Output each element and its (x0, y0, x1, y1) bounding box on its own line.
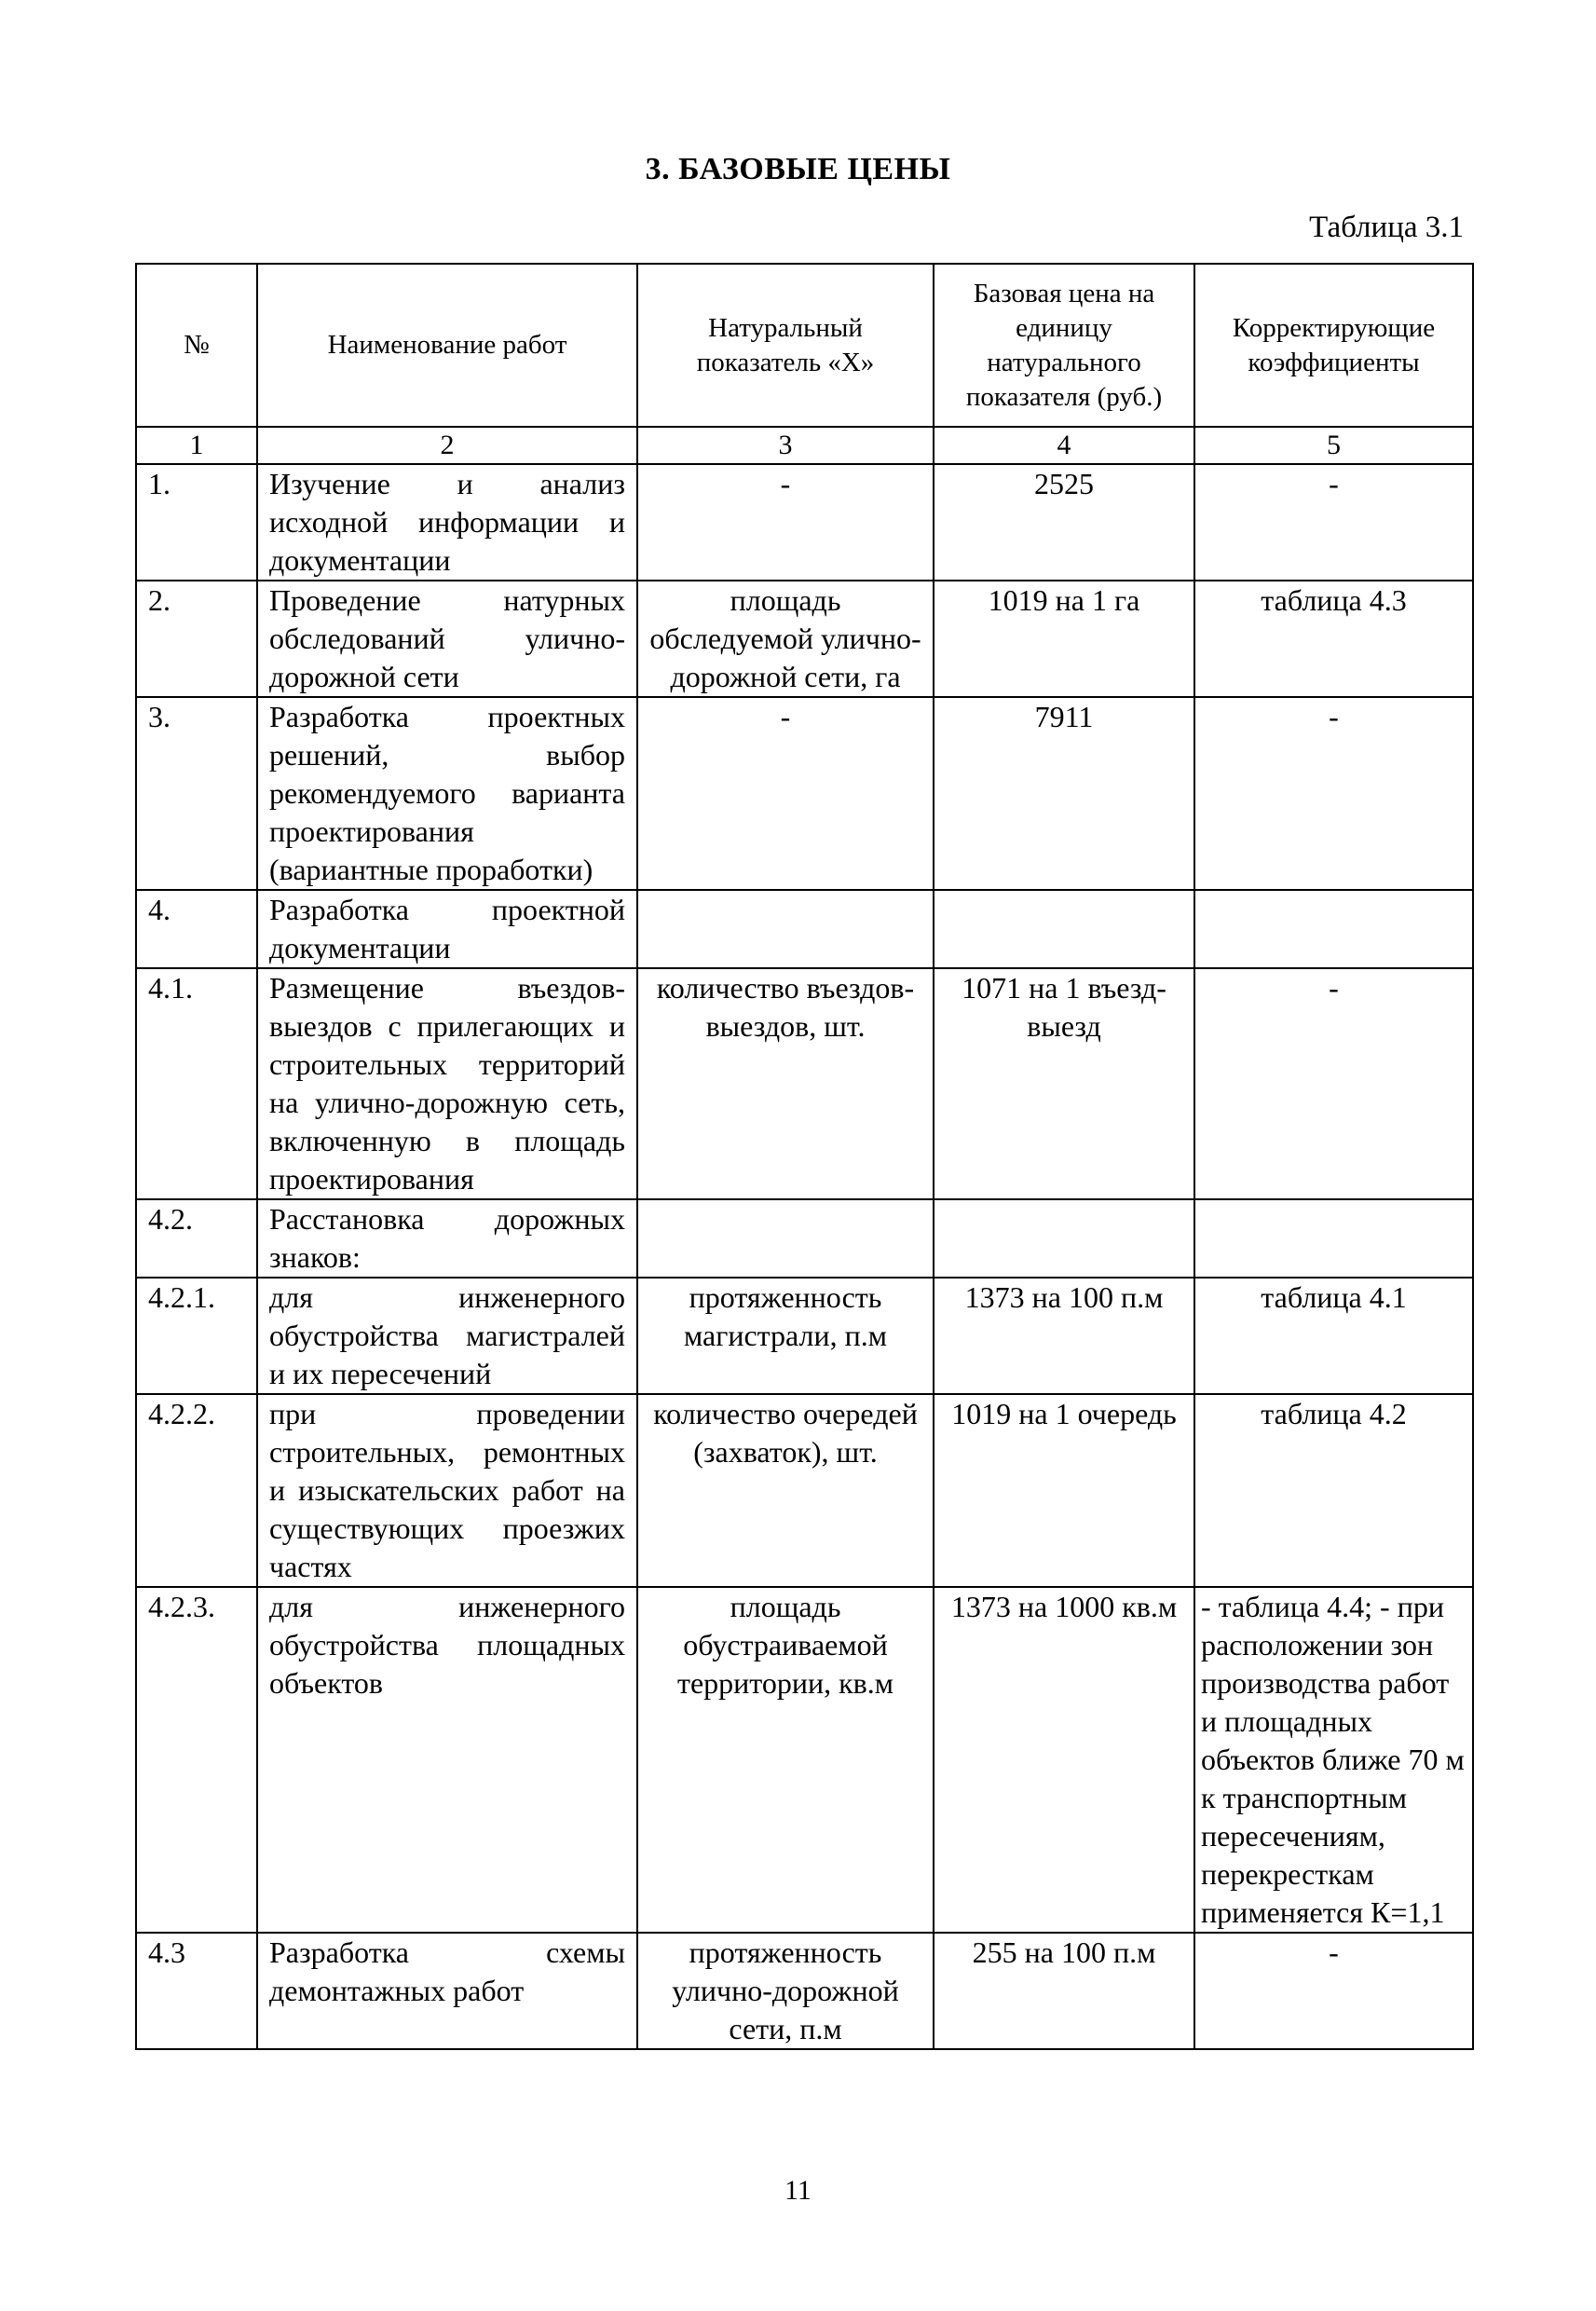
natural-indicator (637, 1199, 934, 1278)
row-number: 4.3 (136, 1933, 257, 2049)
correction-coefficient: таблица 4.1 (1194, 1278, 1473, 1394)
column-number: 5 (1194, 427, 1473, 464)
table-row (136, 1587, 1473, 1933)
table-row (136, 890, 1473, 968)
base-price: 7911 (934, 697, 1194, 890)
header-num: № (136, 264, 257, 427)
table-row (136, 581, 1473, 697)
natural-indicator: количество въездов-выездов, шт. (637, 968, 934, 1199)
column-number: 4 (934, 427, 1194, 464)
work-name: Разработка схемы демонтажных работ (257, 1933, 637, 2049)
work-name: при проведении строительных, ремонтных и изыскательских работ на существующих проезжих частях (257, 1394, 637, 1587)
row-number: 4.1. (136, 968, 257, 1199)
work-name: для инженерного обустройства магистралей и их пересечений (257, 1278, 637, 1394)
base-price: 1373 на 1000 кв.м (934, 1587, 1194, 1933)
base-prices-table (135, 263, 1474, 2050)
correction-coefficient: - (1194, 464, 1473, 581)
table-row (136, 1278, 1473, 1394)
table-row (136, 697, 1473, 890)
table-row (136, 1933, 1473, 2049)
table-row (136, 1394, 1473, 1587)
page-title: 3. БАЗОВЫЕ ЦЕНЫ (645, 152, 951, 186)
row-number: 1. (136, 464, 257, 581)
page-number: 11 (784, 2175, 812, 2206)
correction-coefficient: - (1194, 968, 1473, 1199)
base-price: 1071 на 1 въезд-выезд (934, 968, 1194, 1199)
header-indicator: Натуральный показатель «Х» (637, 264, 934, 427)
table-row (136, 464, 1473, 581)
base-price: 1019 на 1 га (934, 581, 1194, 697)
correction-coefficient (1194, 890, 1473, 968)
base-price (934, 890, 1194, 968)
natural-indicator: площадь обустраиваемой территории, кв.м (637, 1587, 934, 1933)
natural-indicator: протяженность магистрали, п.м (637, 1278, 934, 1394)
correction-coefficient (1194, 1199, 1473, 1278)
base-price: 255 на 100 п.м (934, 1933, 1194, 2049)
column-number-row (136, 427, 1473, 464)
correction-coefficient: таблица 4.2 (1194, 1394, 1473, 1587)
correction-coefficient: - таблица 4.4; - при расположении зон производства работ и площадных объектов ближе 70 м к транспортным пересечениям, перекресткам применяется К=1,1 (1194, 1587, 1473, 1933)
row-number: 4.2.2. (136, 1394, 257, 1587)
work-name: Разработка проектной документации (257, 890, 637, 968)
work-name: Размещение въездов-выездов с прилегающих и строительных территорий на улично-дорожную сеть, включенную в площадь проектирования (257, 968, 637, 1199)
table-header-row (136, 264, 1473, 427)
correction-coefficient: - (1194, 1933, 1473, 2049)
work-name: Расстановка дорожных знаков: (257, 1199, 637, 1278)
header-name: Наименование работ (257, 264, 637, 427)
row-number: 2. (136, 581, 257, 697)
correction-coefficient: таблица 4.3 (1194, 581, 1473, 697)
base-price: 2525 (934, 464, 1194, 581)
header-price: Базовая цена на единицу натурального показателя (руб.) (934, 264, 1194, 427)
column-number: 3 (637, 427, 934, 464)
base-price: 1019 на 1 очередь (934, 1394, 1194, 1587)
work-name: Изучение и анализ исходной информации и документации (257, 464, 637, 581)
table-row (136, 968, 1473, 1199)
natural-indicator: - (637, 697, 934, 890)
row-number: 4.2. (136, 1199, 257, 1278)
column-number: 1 (136, 427, 257, 464)
work-name: Разработка проектных решений, выбор рекомендуемого варианта проектирования (вариантные проработки) (257, 697, 637, 890)
table-caption: Таблица 3.1 (1309, 211, 1464, 244)
correction-coefficient: - (1194, 697, 1473, 890)
natural-indicator (637, 890, 934, 968)
base-price: 1373 на 100 п.м (934, 1278, 1194, 1394)
natural-indicator: - (637, 464, 934, 581)
row-number: 4. (136, 890, 257, 968)
work-name: Проведение натурных обследований улично-дорожной сети (257, 581, 637, 697)
header-coef: Корректирующие коэффициенты (1194, 264, 1473, 427)
row-number: 4.2.1. (136, 1278, 257, 1394)
work-name: для инженерного обустройства площадных объектов (257, 1587, 637, 1933)
row-number: 3. (136, 697, 257, 890)
natural-indicator: площадь обследуемой улично-дорожной сети, га (637, 581, 934, 697)
column-number: 2 (257, 427, 637, 464)
row-number: 4.2.3. (136, 1587, 257, 1933)
base-prices-table-wrap (135, 263, 1472, 2050)
natural-indicator: количество очередей (захваток), шт. (637, 1394, 934, 1587)
table-row (136, 1199, 1473, 1278)
base-price (934, 1199, 1194, 1278)
natural-indicator: протяженность улично-дорожной сети, п.м (637, 1933, 934, 2049)
